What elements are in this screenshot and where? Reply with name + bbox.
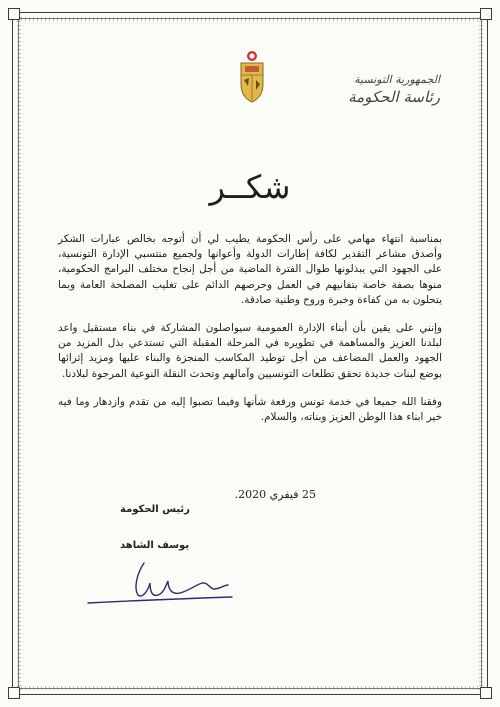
issuer-header <box>320 72 440 107</box>
body-paragraph: وفقنا الله جميعا في خدمة تونس ورفعة شأنها وفيما تصبوا إليه من تقدم وازدهار وما فيه خير ابناء هذا الوطن العزيز وبناته، والسلام. <box>58 395 442 424</box>
body-paragraph: بمناسبة انتهاء مهامي على رأس الحكومة يطيب لي أن أتوجه بخالص عبارات الشكر وأصدق مشاعر التقدير لكافة إطارات الدولة وأعوانها ولجميع منتسبي الإدارة التونسية، على الجهود التي يبذلونها طوال الفترة الماضية من أجل إنجاح مختلف البرامج الحكومية، منوها بصفة خاصة بتفانيهم في العمل وحرصهم الدائم على تغليب المصلحة العامة وبما يتحلون به من كفاءة وخبرة وروح وطنية صادقة. <box>58 233 442 306</box>
handwritten-signature <box>84 555 234 610</box>
signatory-title: رئيس الحكومة <box>120 504 190 515</box>
frame-corner-ornament <box>480 687 492 699</box>
frame-corner-ornament <box>8 687 20 699</box>
body-paragraph: وإنني على يقين بأن أبناء الإدارة العمومية سيواصلون المشاركة في بناء مستقبل واعد لبلدنا العزيز والمساهمة في تطويره في المرحلة المقبلة التي تستدعي بذل المزيد من الجهود والعمل المضاعف من أجل توطيد المكاسب المنجزة والبناء عليها ومزيد إثرائها بوضع لبنات جديدة تحقق تطلعات التونسيين وآمالهم وتحدث النقلة النوعية المرجوة لبلادنا. <box>58 322 442 380</box>
tunisia-coat-of-arms-emblem <box>236 50 268 106</box>
frame-corner-ornament <box>480 8 492 20</box>
frame-corner-ornament <box>8 8 20 20</box>
signatory-name: يوسف الشاهد <box>120 540 190 551</box>
document-title: شكــر <box>209 168 291 206</box>
header-government-presidency: رئاسة الحكومة <box>348 88 440 106</box>
letter-body <box>58 232 442 438</box>
letter-date: 25 فيفري 2020. <box>234 488 316 501</box>
header-republic: الجمهورية التونسية <box>354 73 440 86</box>
